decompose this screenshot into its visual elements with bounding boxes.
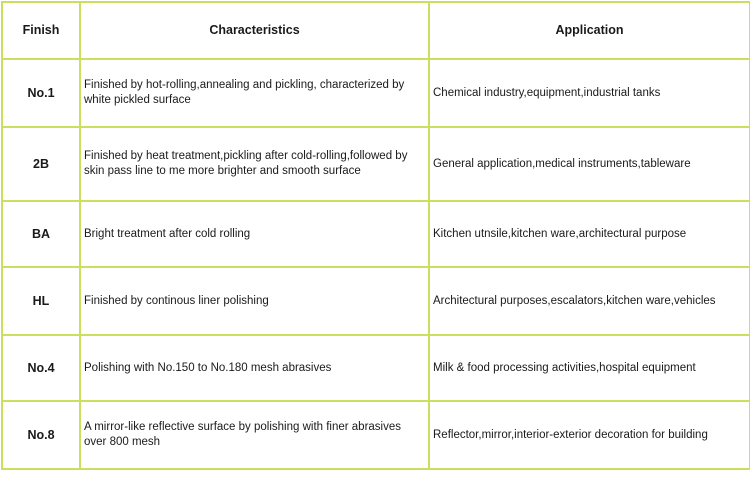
application-cell: General application,medical instruments,tableware xyxy=(429,127,750,201)
application-cell: Chemical industry,equipment,industrial tanks xyxy=(429,59,750,127)
characteristics-cell: A mirror-like reflective surface by polishing with finer abrasives over 800 mesh xyxy=(80,401,429,469)
header-finish: Finish xyxy=(2,2,80,59)
table-row xyxy=(2,267,750,335)
application-cell: Reflector,mirror,interior-exterior decoration for building xyxy=(429,401,750,469)
finish-table xyxy=(1,1,750,470)
finish-cell: HL xyxy=(2,267,80,335)
finish-cell: No.8 xyxy=(2,401,80,469)
characteristics-cell: Finished by hot-rolling,annealing and pickling, characterized by white pickled surface xyxy=(80,59,429,127)
characteristics-cell: Polishing with No.150 to No.180 mesh abrasives xyxy=(80,335,429,401)
application-cell: Kitchen utnsile,kitchen ware,architectural purpose xyxy=(429,201,750,267)
application-cell: Architectural purposes,escalators,kitchen ware,vehicles xyxy=(429,267,750,335)
characteristics-cell: Finished by heat treatment,pickling after cold-rolling,followed by skin pass line to me more brighter and smooth surface xyxy=(80,127,429,201)
table-row xyxy=(2,401,750,469)
finish-cell: No.1 xyxy=(2,59,80,127)
finish-cell: 2B xyxy=(2,127,80,201)
table-row xyxy=(2,59,750,127)
table-row xyxy=(2,201,750,267)
header-application: Application xyxy=(429,2,750,59)
characteristics-cell: Bright treatment after cold rolling xyxy=(80,201,429,267)
table-row xyxy=(2,127,750,201)
table-header-row xyxy=(2,2,750,59)
finish-cell: BA xyxy=(2,201,80,267)
header-characteristics: Characteristics xyxy=(80,2,429,59)
characteristics-cell: Finished by continous liner polishing xyxy=(80,267,429,335)
table-row xyxy=(2,335,750,401)
finish-cell: No.4 xyxy=(2,335,80,401)
application-cell: Milk & food processing activities,hospital equipment xyxy=(429,335,750,401)
